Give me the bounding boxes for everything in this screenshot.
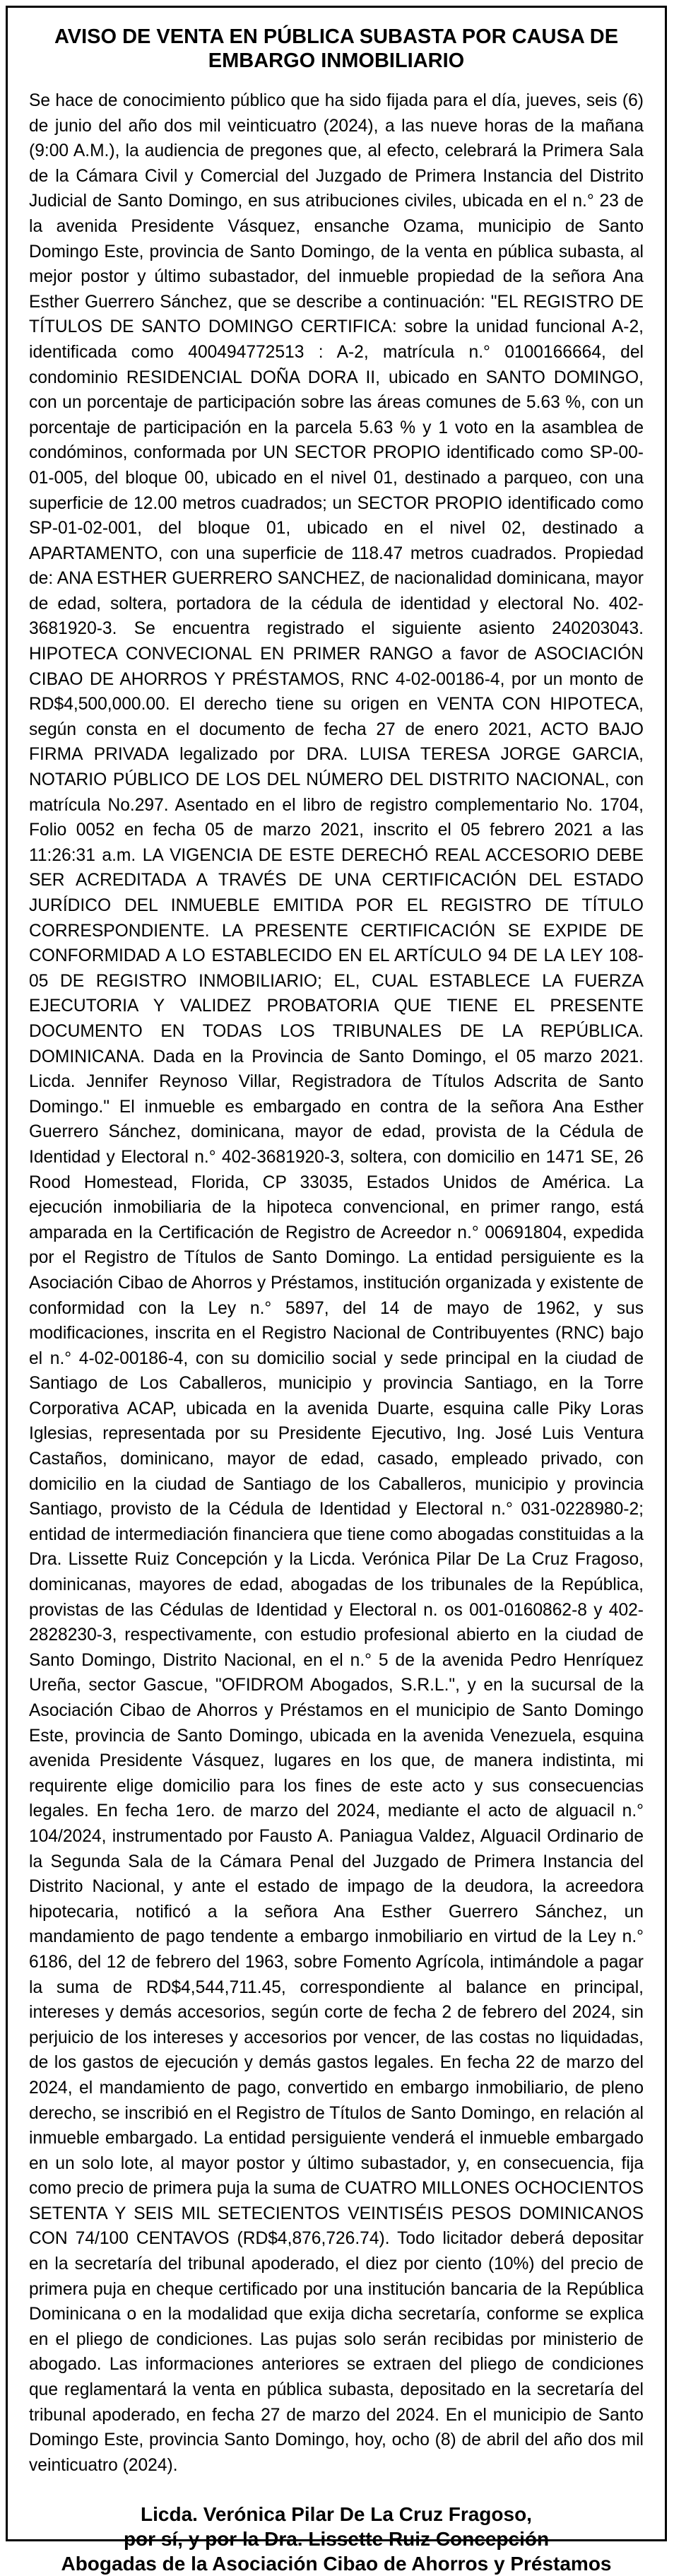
- notice-body: Se hace de conocimiento público que ha sido fijada para el día, jueves, seis (6) de junio del año dos mil veinticuatro (2024), a las nueve horas de la mañana (9:00 A.M.), la audiencia de pregones que, al efecto, celebrará la Primera Sala de la Cámara Civil y Comercial del Juzgado de Primera Instancia del Distrito Judicial de Santo Domingo, en sus atribuciones civiles, ubicada en el n.° 23 de la avenida Presidente Vásquez, ensanche Ozama, municipio de Santo Domingo Este, provincia de Santo Domingo, de la venta en pública subasta, al mejor postor y último subastador, del inmueble propiedad de la señora Ana Esther Guerrero Sánchez, que se describe a continuación: "EL REGISTRO DE TÍTULOS DE SANTO DOMINGO CERTIFICA: sobre la unidad funcional A-2, identificada como 400494772513 : A-2, matrícula n.° 0100166664, del condominio RESIDENCIAL DOÑA DORA II, ubicado en SANTO DOMINGO, con un porcentaje de participación sobre las áreas comunes de 5.63 %, con un porcentaje de participación en la parcela 5.63 % y 1 voto en la asamblea de condóminos, conformada por UN SECTOR PROPIO identificado como SP-00-01-005, del bloque 00, ubicado en el nivel 01, destinado a parqueo, con una superficie de 12.00 metros cuadrados; un SECTOR PROPIO identificado como SP-01-02-001, del bloque 01, ubicado en el nivel 02, destinado a APARTAMENTO, con una superficie de 118.47 metros cuadrados. Propiedad de: ANA ESTHER GUERRERO SANCHEZ, de nacionalidad dominicana, mayor de edad, soltera, portadora de la cédula de identidad y electoral No. 402-3681920-3. Se encuentra registrado el siguiente asiento 240203043. HIPOTECA CONVECIONAL EN PRIMER RANGO a favor de ASOCIACIÓN CIBAO DE AHORROS Y PRÉSTAMOS, RNC 4-02-00186-4, por un monto de RD$4,500,000.00. El derecho tiene su origen en VENTA CON HIPOTECA, según consta en el documento de fecha 27 de enero 2021, ACTO BAJO FIRMA PRIVADA legalizado por DRA. LUISA TERESA JORGE GARCIA, NOTARIO PÚBLICO DE LOS DEL NÚMERO DEL DISTRITO NACIONAL, con matrícula No.297. Asentado en el libro de registro complementario No. 1704, Folio 0052 en fecha 05 de marzo 2021, inscrito el 05 febrero 2021 a las 11:26:31 a.m. LA VIGENCIA DE ESTE DERECHÓ REAL ACCESORIO DEBE SER ACREDITADA A TRAVÉS DE UNA CERTIFICACIÓN DEL ESTADO JURÍDICO DEL INMUEBLE EMITIDA POR EL REGISTRO DE TÍTULO CORRESPONDIENTE. LA PRESENTE CERTIFICACIÓN SE EXPIDE DE CONFORMIDAD A LO ESTABLECIDO EN EL ARTÍCULO 94 DE LA LEY 108-05 DE REGISTRO INMOBILIARIO; EL, CUAL ESTABLECE LA FUERZA EJECUTORIA Y VALIDEZ PROBATORIA QUE TIENE EL PRESENTE DOCUMENTO EN TODAS LOS TRIBUNALES DE LA REPÚBLICA. DOMINICANA. Dada en la Provincia de Santo Domingo, el 05 marzo 2021. Licda. Jennifer Reynoso Villar, Registradora de Títulos Adscrita de Santo Domingo." El inmueble es embargado en contra de la señora Ana Esther Guerrero Sánchez, dominicana, mayor de edad, provista de la Cédula de Identidad y Electoral n.° 402-3681920-3, soltera, con domicilio en 1471 SE, 26 Rood Homestead, Florida, CP 33035, Estados Unidos de América. La ejecución inmobiliaria de la hipoteca convencional, en primer rango, está amparada en la Certificación de Registro de Acreedor n.° 00691804, expedida por el Registro de Títulos de Santo Domingo. La entidad persiguiente es la Asociación Cibao de Ahorros y Préstamos, institución organizada y existente de conformidad con la Ley n.° 5897, del 14 de mayo de 1962, y sus modificaciones, inscrita en el Registro Nacional de Contribuyentes (RNC) bajo el n.° 4-02-00186-4, con su domicilio social y sede principal en la ciudad de Santiago de Los Caballeros, municipio y provincia Santiago, en la Torre Corporativa ACAP, ubicada en la avenida Duarte, esquina calle Piky Loras Iglesias, representada por su Presidente Ejecutivo, Ing. José Luis Ventura Castaños, dominicano, mayor de edad, casado, empleado privado, con domicilio en la ciudad de Santiago de los Caballeros, municipio y provincia Santiago, provisto de la Cédula de Identidad y Electoral n.° 031-0228980-2; entidad de intermediación financiera que tiene como abogadas constituidas a la Dra. Lissette Ruiz Concepción y la Licda. Verónica Pilar De La Cruz Fragoso, dominicanas, mayores de edad, abogadas de los tribunales de la República, provistas de las Cédulas de Identidad y Electoral n. os 001-0160862-8 y 402-2828230-3, respectivamente, con estudio profesional abierto en la ciudad de Santo Domingo, Distrito Nacional, en el n.° 5 de la avenida Pedro Henríquez Ureña, sector Gascue, "OFIDROM Abogados, S.R.L.", y en la sucursal de la Asociación Cibao de Ahorros y Préstamos en el municipio de Santo Domingo Este, provincia de Santo Domingo, ubicada en la avenida Venezuela, esquina avenida Presidente Vásquez, lugares en los que, de manera indistinta, mi requirente elige domicilio para los fines de este acto y sus consecuencias legales. En fecha 1ero. de marzo del 2024, mediante el acto de alguacil n.° 104/2024, instrumentado por Fausto A. Paniagua Valdez, Alguacil Ordinario de la Segunda Sala de la Cámara Penal del Juzgado de Primera Instancia del Distrito Nacional, y ante el estado de impago de la deudora, la acreedora hipotecaria, notificó a la señora Ana Esther Guerrero Sánchez, un mandamiento de pago tendente a embargo inmobiliario en virtud de la Ley n.° 6186, del 12 de febrero del 1963, sobre Fomento Agrícola, intimándole a pagar la suma de RD$4,544,711.45, correspondiente al balance en principal, intereses y demás accesorios, según corte de fecha 2 de febrero del 2024, sin perjuicio de los intereses y accesorios por vencer, de las costas no liquidadas, de los gastos de ejecución y demás gastos legales. En fecha 22 de marzo del 2024, el mandamiento de pago, convertido en embargo inmobiliario, de pleno derecho, se inscribió en el Registro de Títulos de Santo Domingo, en relación al inmueble embargado. La entidad persiguiente venderá el inmueble embargado en un solo lote, al mayor postor y último subastador, y, en consecuencia, fija como precio de primera puja la suma de CUATRO MILLONES OCHOCIENTOS SETENTA Y SEIS MIL SETECIENTOS VEINTISÉIS PESOS DOMINICANOS CON 74/100 CENTAVOS (RD$4,876,726.74). Todo licitador deberá depositar en la secretaría del tribunal apoderado, el diez por ciento (10%) del precio de primera puja en cheque certificado por una institución bancaria de la República Dominicana o en la modalidad que exija dicha secretaría, conforme se explica en el pliego de condiciones. Las pujas solo serán recibidas por ministerio de abogado. Las informaciones anteriores se extraen del pliego de condiciones que reglamentará la venta en pública subasta, depositado en la secretaría del tribunal apoderado, en fecha 27 de marzo del 2024. En el municipio de Santo Domingo Este, provincia Santo Domingo, hoy, ocho (8) de abril del año dos mil veinticuatro (2024).: [29, 91, 644, 2475]
- signature-line-2: por sí, y por la Dra. Lissette Ruiz Concepción: [123, 2528, 550, 2551]
- notice-title-line-2: EMBARGO INMOBILIARIO: [208, 49, 465, 72]
- notice-title-line-1: AVISO DE VENTA EN PÚBLICA SUBASTA POR CAUSA DE: [54, 25, 619, 48]
- signature-line-3: Abogadas de la Asociación Cibao de Ahorros y Préstamos: [61, 2553, 612, 2575]
- legal-notice: [6, 6, 667, 2575]
- signature-block: [29, 2502, 644, 2576]
- notice-title: [29, 25, 644, 73]
- signature-line-1: Licda. Verónica Pilar De La Cruz Fragoso,: [141, 2503, 532, 2526]
